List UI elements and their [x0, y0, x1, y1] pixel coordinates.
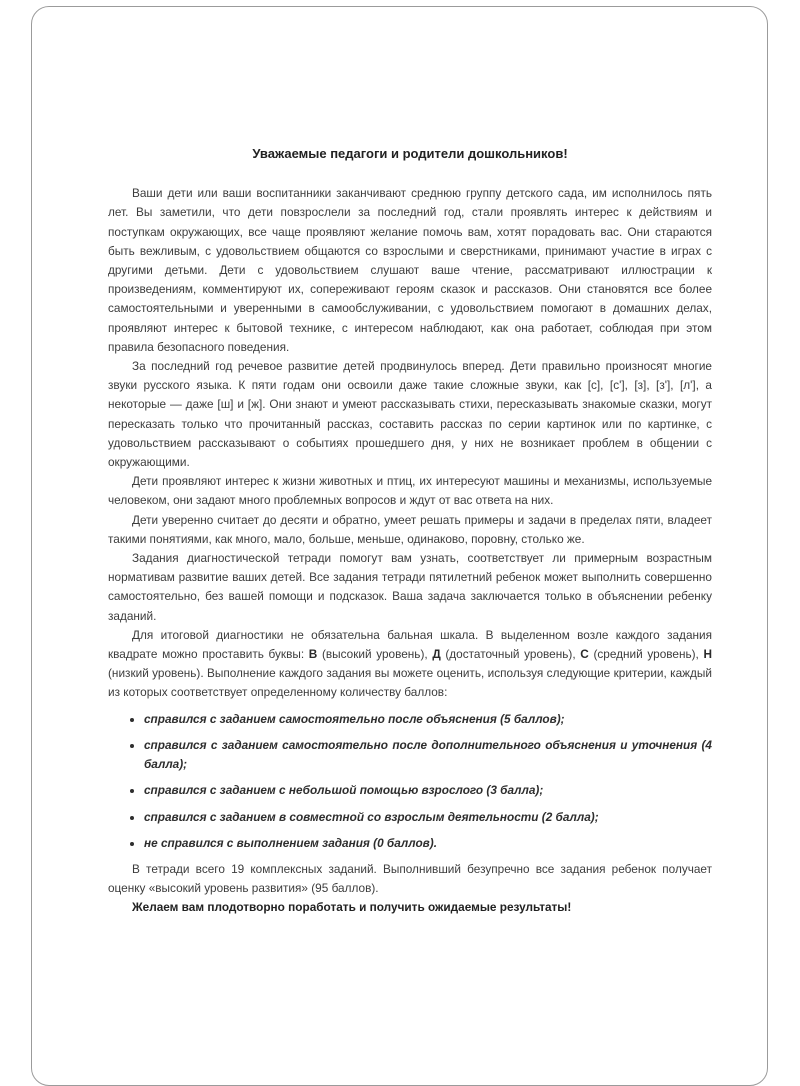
bullet-item: • не справился с выполнением задания (0 баллов).: [144, 834, 712, 853]
paragraph-counting: Дети уверенно считает до десяти и обратно, умеет решать примеры и задачи в пределах пяти, владеет такими понятиями, как много, мало, больше, меньше, одинаково, поровну, столько же.: [108, 512, 712, 546]
paragraph-total-tasks: В тетради всего 19 комплексных заданий. Выполнивший безупречно все задания ребенок получает оценку «высокий уровень развития» (95 баллов).: [108, 861, 712, 896]
paragraph-diagnostic-tasks: Задания диагностической тетради помогут вам узнать, соответствует ли примерным возрастным нормативам развитие ваших детей. Все задания тетради пятилетний ребенок может выполнить совершенно самостоятельно, без вашей помощи и подсказок. Ваша задача заключается только в объяснении ребенку заданий.: [108, 551, 712, 623]
closing-line: Желаем вам плодотворно поработать и получить ожидаемые результаты!: [132, 900, 572, 915]
bullet-item: • справился с заданием в совместной со взрослым деятельности (2 балла);: [144, 808, 712, 827]
bullet-item: • справился с заданием с небольшой помощью взрослого (3 балла);: [144, 781, 712, 800]
page-title: Уважаемые педагоги и родители дошкольников!: [252, 146, 568, 161]
paragraph-speech-development: За последний год речевое развитие детей продвинулось вперед. Дети правильно произносят многие звуки русского языка. К пяти годам они освоили даже такие сложные звуки, как [с], [с'], [з], [з'], [л'], а некоторые — даже [ш] и [ж]. Они знают и умеют рассказывать стихи, пересказывать знакомые сказки, могут пересказать только что прочитанный рассказ, составить рассказ по серии картинок или по картинке, с удовольствием рассказывают о событиях прошедшего дня, у них не возникает проблем в общении с окружающими.: [108, 359, 712, 470]
document-page: [108, 144, 712, 918]
paragraph-interests: Дети проявляют интерес к жизни животных и птиц, их интересуют машины и механизмы, используемые человеком, они задают много проблемных вопросов и ждут от вас ответа на них.: [108, 474, 712, 508]
paragraph-intro: Ваши дети или ваши воспитанники заканчивают среднюю группу детского сада, им исполнилось пять лет. Вы заметили, что дети повзрослели за последний год, стали проявлять интерес к действиям и поступкам окружающих, все чаще проявляют желание помочь вам, хотят порадовать вас. Они стараются быть вежливым, с удовольствием общаются со взрослыми и сверстниками, принимают участие в играх с другими детьми. Дети с удовольствием слушают ваше чтение, рассматривают иллюстрации к произведениям, комментируют их, сопереживают героям сказок и рассказов. Они становятся все более самостоятельными и уверенными в самообслуживании, с удовольствием помогают в домашних делах, проявляют интерес к бытовой технике, с интересом наблюдают, как она работает, соблюдая при этом правила безопасного поведения.: [108, 186, 712, 354]
paragraph-grading-scale: Для итоговой диагностики не обязательна бальная шкала. В выделенном возле каждого задания квадрате можно проставить буквы: В (высокий уровень), Д (достаточный уровень), С (средний уровень), Н (низкий уровень). Выполнение каждого задания вы можете оценить, используя следующие критерии, каждый из которых соответствует определенному количеству баллов:: [108, 627, 712, 700]
criteria-bullet-list: [108, 710, 712, 853]
bullet-item: • справился с заданием самостоятельно после дополнительного объяснения и уточнения (4 балла);: [144, 736, 712, 774]
bullet-item: • справился с заданием самостоятельно после объяснения (5 баллов);: [144, 710, 712, 729]
